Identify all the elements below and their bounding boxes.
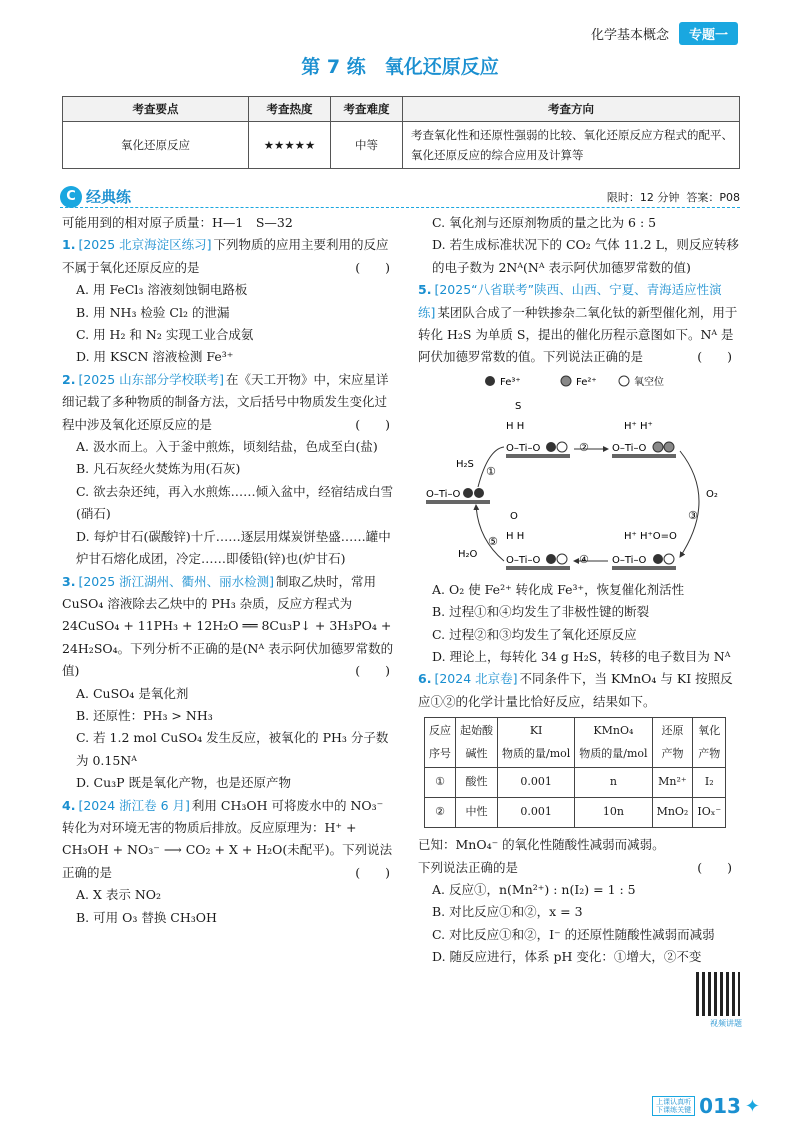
- section-name: 经典练: [86, 188, 132, 206]
- reaction-table: [424, 717, 726, 828]
- svg-text:H⁺ H⁺: H⁺ H⁺: [624, 420, 653, 432]
- qr-label: 视频讲题: [710, 1019, 742, 1028]
- table-row: ① 酸性 0.001 n Mn²⁺ I₂: [425, 768, 726, 798]
- option: B. 用 NH₃ 检验 Cl₂ 的泄漏: [76, 304, 230, 320]
- question-2: [62, 369, 398, 571]
- option: A. O₂ 使 Fe²⁺ 转化成 Fe³⁺，恢复催化剂活性: [432, 581, 685, 597]
- header-cell: 还原 产物: [652, 718, 693, 768]
- section-icon: C: [60, 186, 82, 208]
- svg-text:⑤: ⑤: [488, 534, 498, 548]
- legend-fe2: Fe²⁺: [576, 376, 597, 388]
- footer-slogan: 上课认真听 下课练关键: [652, 1096, 695, 1116]
- svg-text:④: ④: [579, 552, 589, 566]
- svg-text:O–Ti–O: O–Ti–O: [612, 442, 647, 454]
- svg-text:③: ③: [688, 508, 698, 522]
- right-column: [418, 212, 740, 969]
- svg-text:②: ②: [579, 440, 589, 454]
- question-stem: 在《天工开物》中，宋应星详细记载了多种物质的制备方法，文后括号中物质发生变化过程中涉及氧化还原反应的是: [62, 371, 389, 432]
- question-number: 2.: [62, 371, 76, 387]
- option: B. 对比反应①和②，x = 3: [432, 904, 583, 920]
- question-stem: 不同条件下，当 KMnO₄ 与 KI 按照反应①②的化学计量比恰好反应，结果如下。: [418, 671, 733, 709]
- question-number: 4.: [62, 797, 76, 813]
- option: A. X 表示 NO₂: [76, 887, 162, 903]
- question-stem: 利用 CH₃OH 可将废水中的 NO₃⁻ 转化为对环境无害的物质后排放。反应原理为：H⁺ + CH₃OH + NO₃⁻ ⟶ CO₂ + X + H₂O(未配平)。下列说法正确的是: [62, 797, 393, 880]
- cell: ★★★★★: [249, 122, 331, 169]
- answer-blank: ( ): [355, 259, 390, 275]
- cell: 氧化还原反应: [63, 122, 249, 169]
- svg-text:H₂S: H₂S: [456, 458, 474, 470]
- section-bar: [60, 186, 740, 208]
- page-header: [591, 22, 738, 45]
- header-subject: 化学基本概念: [590, 28, 669, 43]
- cell: 中等: [331, 122, 403, 169]
- svg-text:O–Ti–O: O–Ti–O: [612, 554, 647, 566]
- option: C. 用 H₂ 和 N₂ 实现工业合成氨: [76, 327, 254, 343]
- option: D. 每炉甘石(碳酸锌)十斤……逐层用煤炭饼垫盛……罐中炉甘石熔化成团，冷定……即倭铅(锌)也(炉甘石): [76, 528, 391, 567]
- option: D. Cu₃P 既是氧化产物，也是还原产物: [76, 775, 292, 791]
- option: C. 过程②和③均发生了氧化还原反应: [432, 626, 637, 642]
- svg-text:H⁺ H⁺O=O: H⁺ H⁺O=O: [624, 530, 677, 542]
- legend-vacancy: 氧空位: [634, 376, 664, 388]
- question-source: [2024 浙江卷 6 月]: [78, 797, 190, 813]
- svg-text:O–Ti–O: O–Ti–O: [506, 442, 541, 454]
- option: D. 随反应进行，体系 pH 变化：①增大，②不变: [432, 949, 702, 965]
- answer-blank: ( ): [355, 663, 390, 679]
- header-cell: KMnO₄ 物质的量/mol: [575, 718, 652, 768]
- question-source: [2025 山东部分学校联考]: [78, 371, 224, 387]
- catalytic-cycle-diagram: [418, 369, 740, 579]
- mass-note: 可能用到的相对原子质量：H—1 S—32: [62, 215, 293, 230]
- answer-blank: ( ): [697, 859, 732, 875]
- header-badge: 专题一: [679, 22, 738, 45]
- left-column: [62, 212, 398, 929]
- option: C. 若 1.2 mol CuSO₄ 发生反应，被氧化的 PH₃ 分子数为 0.15Nᴬ: [76, 730, 389, 768]
- page-title: 第 7 练 氧化还原反应: [301, 56, 499, 78]
- option: C. 氧化剂与还原剂物质的量之比为 6 : 5: [432, 215, 657, 230]
- cycle-svg: [418, 369, 740, 579]
- option: A. 用 FeCl₃ 溶液刻蚀铜电路板: [76, 282, 248, 298]
- question-number: 1.: [62, 237, 76, 253]
- option: B. 过程①和④均发生了非极性键的断裂: [432, 604, 650, 620]
- vacancy-legend-icon: [619, 376, 629, 386]
- question-4: [62, 795, 398, 929]
- option: C. 欲去杂还纯，再入水煎炼……倾入盆中，经宿结成白雪(硝石): [76, 483, 394, 522]
- option: A. 反应①，n(Mn²⁺) : n(I₂) = 1 : 5: [432, 881, 636, 897]
- col-header: 考查要点: [63, 97, 249, 122]
- question-source: [2024 北京卷]: [434, 671, 518, 687]
- star-icon: ✦: [744, 1095, 760, 1117]
- time-limit: 限时：12 分钟: [606, 190, 680, 204]
- option: B. 可用 O₃ 替换 CH₃OH: [76, 909, 217, 925]
- fe3-legend-icon: [485, 376, 495, 386]
- option: B. 凡石灰经火焚炼为用(石灰): [76, 461, 241, 477]
- svg-text:O–Ti–O: O–Ti–O: [506, 554, 541, 566]
- page-footer: [652, 1094, 760, 1118]
- col-header: 考查热度: [249, 97, 331, 122]
- page-number: 013: [699, 1094, 741, 1118]
- answer-blank: ( ): [355, 864, 390, 880]
- option: D. 用 KSCN 溶液检测 Fe³⁺: [76, 349, 234, 365]
- option: D. 理论上，每转化 34 g H₂S，转移的电子数目为 Nᴬ: [432, 649, 731, 665]
- question-1: [62, 234, 398, 368]
- qr-code-icon[interactable]: [696, 972, 740, 1016]
- legend-fe3: Fe³⁺: [500, 376, 521, 388]
- fe2-legend-icon: [561, 376, 571, 386]
- header-cell: 氧化 产物: [693, 718, 726, 768]
- svg-text:H H: H H: [506, 530, 525, 542]
- svg-text:O–Ti–O: O–Ti–O: [426, 488, 461, 500]
- question-6: [418, 668, 740, 968]
- question-stem: 制取乙炔时，常用 CuSO₄ 溶液除去乙炔中的 PH₃ 杂质，反应方程式为 24CuSO₄ + 11PH₃ + 12H₂O ══ 8Cu₃P↓ + 3H₃PO₄ + 24H₂SO₄。下列分析不正确的是(Nᴬ 表示阿伏加德罗常数的值): [62, 573, 394, 679]
- question-source: [2025“八省联考”陕西、山西、宁夏、青海适应性演练]: [418, 282, 722, 320]
- question-stem: 某团队合成了一种铁掺杂二氧化钛的新型催化剂，用于转化 H₂S 为单质 S，提出的催化历程示意图如下。Nᴬ 是阿伏加德罗常数的值。下列说法正确的是: [418, 304, 738, 365]
- question-5: [418, 279, 740, 668]
- option: D. 若生成标准状况下的 CO₂ 气体 11.2 L，则反应转移的电子数为 2Nᴬ(Nᴬ 表示阿伏加德罗常数的值): [432, 237, 739, 275]
- overview-table: [62, 96, 740, 169]
- svg-text:①: ①: [486, 464, 496, 478]
- question-number: 6.: [418, 671, 432, 687]
- header-cell: 反应 序号: [425, 718, 456, 768]
- col-header: 考查难度: [331, 97, 403, 122]
- question-ask: 下列说法正确的是: [418, 859, 519, 875]
- option: A. 汲水而上。入于釜中煎炼，顷刻结盐，色成至白(盐): [76, 439, 378, 455]
- header-cell: KI 物质的量/mol: [498, 718, 575, 768]
- question-number: 5.: [418, 282, 432, 298]
- answer-blank: ( ): [697, 349, 732, 365]
- cell: 考查氧化性和还原性强弱的比较、氧化还原反应方程式的配平、氧化还原反应的综合应用及计算等: [403, 122, 740, 169]
- table-row: ② 中性 0.001 10n MnO₂ IOₓ⁻: [425, 798, 726, 828]
- question-source: [2025 浙江湖州、衢州、丽水检测]: [78, 573, 274, 589]
- question-source: [2025 北京海淀区练习]: [78, 237, 212, 253]
- question-3: [62, 571, 398, 795]
- question-number: 3.: [62, 573, 76, 589]
- option: C. 对比反应①和②，I⁻ 的还原性随酸性减弱而减弱: [432, 926, 715, 942]
- svg-text:S: S: [515, 400, 522, 412]
- svg-text:H₂O: H₂O: [458, 548, 478, 560]
- option: B. 还原性：PH₃ > NH₃: [76, 707, 213, 723]
- answer-ref: 答案：P08: [686, 190, 740, 204]
- header-cell: 起始酸 碱性: [456, 718, 498, 768]
- svg-text:O₂: O₂: [706, 488, 718, 500]
- col-header: 考查方向: [403, 97, 740, 122]
- svg-text:O: O: [510, 510, 518, 522]
- option: A. CuSO₄ 是氧化剂: [76, 685, 189, 701]
- answer-blank: ( ): [355, 416, 390, 432]
- svg-text:H H: H H: [506, 420, 525, 432]
- question-stem: 下列物质的应用主要利用的反应不属于氧化还原反应的是: [62, 237, 389, 275]
- known-note: 已知：MnO₄⁻ 的氧化性随酸性减弱而减弱。: [418, 837, 665, 853]
